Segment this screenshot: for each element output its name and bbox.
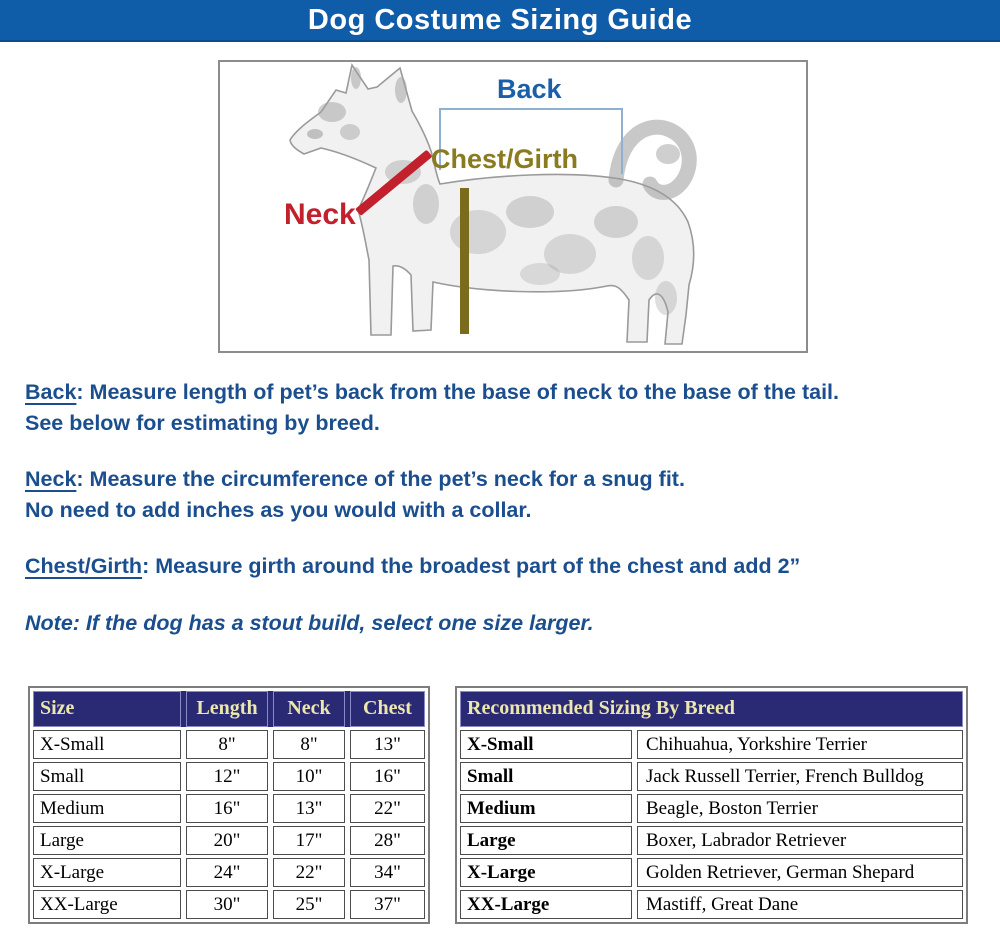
chest-cell: 37" [350,890,425,919]
chest-cell: 28" [350,826,425,855]
chest-instruction-line1 [25,551,985,582]
table-row [33,858,425,887]
chest-cell: 16" [350,762,425,791]
back-bracket-right-end [621,108,623,174]
breed-list-cell: Boxer, Labrador Retriever [637,826,963,855]
back-text: : Measure length of pet’s back from the base of neck to the base of the tail. [76,380,840,404]
table-row [460,858,963,887]
neck-instruction-line2: No need to add inches as you would with a collar. [25,498,532,522]
neck-cell: 8" [273,730,345,759]
breed-size-cell: X-Large [460,858,632,887]
size-table-header-neck: Neck [273,691,345,727]
table-row [460,794,963,823]
breed-list-cell: Beagle, Boston Terrier [637,794,963,823]
back-instruction-line1 [25,377,985,408]
chest-measure-bar [460,188,469,334]
page-title: Dog Costume Sizing Guide [307,4,693,36]
table-row [33,730,425,759]
length-cell: 20" [186,826,268,855]
back-term: Back [25,380,77,404]
table-row [460,762,963,791]
neck-term: Neck [25,467,77,491]
neck-cell: 22" [273,858,345,887]
length-cell: 30" [186,890,268,919]
table-row [460,730,963,759]
size-cell: Large [33,826,181,855]
neck-text: : Measure the circumference of the pet’s neck for a snug fit. [76,467,685,491]
neck-cell: 13" [273,794,345,823]
back-label: Back [497,74,562,104]
table-row [33,890,425,919]
size-cell: XX-Large [33,890,181,919]
breed-size-cell: Medium [460,794,632,823]
breed-list-cell: Golden Retriever, German Shepard [637,858,963,887]
size-table-header-chest: Chest [350,691,425,727]
size-cell: X-Large [33,858,181,887]
breed-size-cell: X-Small [460,730,632,759]
table-row [33,762,425,791]
size-table [28,686,430,924]
size-table-header-size: Size [33,691,181,727]
neck-instruction [25,464,985,526]
measurement-diagram [218,60,808,353]
back-instruction-line2: See below for estimating by breed. [25,411,380,435]
breed-table-header-row [460,691,963,727]
table-row [460,890,963,919]
length-cell: 24" [186,858,268,887]
neck-cell: 25" [273,890,345,919]
breed-table [455,686,968,924]
stout-build-note: Note: If the dog has a stout build, select one size larger. [25,611,594,635]
length-cell: 12" [186,762,268,791]
neck-cell: 10" [273,762,345,791]
size-cell: Medium [33,794,181,823]
breed-list-cell: Chihuahua, Yorkshire Terrier [637,730,963,759]
chest-girth-label: Chest/Girth [431,144,579,174]
breed-size-cell: XX-Large [460,890,632,919]
chest-term: Chest/Girth [25,554,143,578]
chest-cell: 22" [350,794,425,823]
size-table-header-row [33,691,425,727]
back-instruction [25,377,985,439]
size-cell: X-Small [33,730,181,759]
breed-size-cell: Large [460,826,632,855]
length-cell: 16" [186,794,268,823]
table-row [33,794,425,823]
length-cell: 8" [186,730,268,759]
size-table-header-length: Length [186,691,268,727]
chest-cell: 13" [350,730,425,759]
table-row [460,826,963,855]
chest-text: : Measure girth around the broadest part of the chest and add 2” [142,554,801,578]
title-banner [0,0,1000,42]
chest-cell: 34" [350,858,425,887]
breed-table-header: Recommended Sizing By Breed [460,691,963,727]
neck-instruction-line1 [25,464,985,495]
neck-label: Neck [284,198,356,231]
breed-list-cell: Jack Russell Terrier, French Bulldog [637,762,963,791]
table-row [33,826,425,855]
breed-size-cell: Small [460,762,632,791]
breed-list-cell: Mastiff, Great Dane [637,890,963,919]
chest-instruction [25,551,985,582]
back-bracket-line [439,108,623,110]
size-cell: Small [33,762,181,791]
neck-cell: 17" [273,826,345,855]
